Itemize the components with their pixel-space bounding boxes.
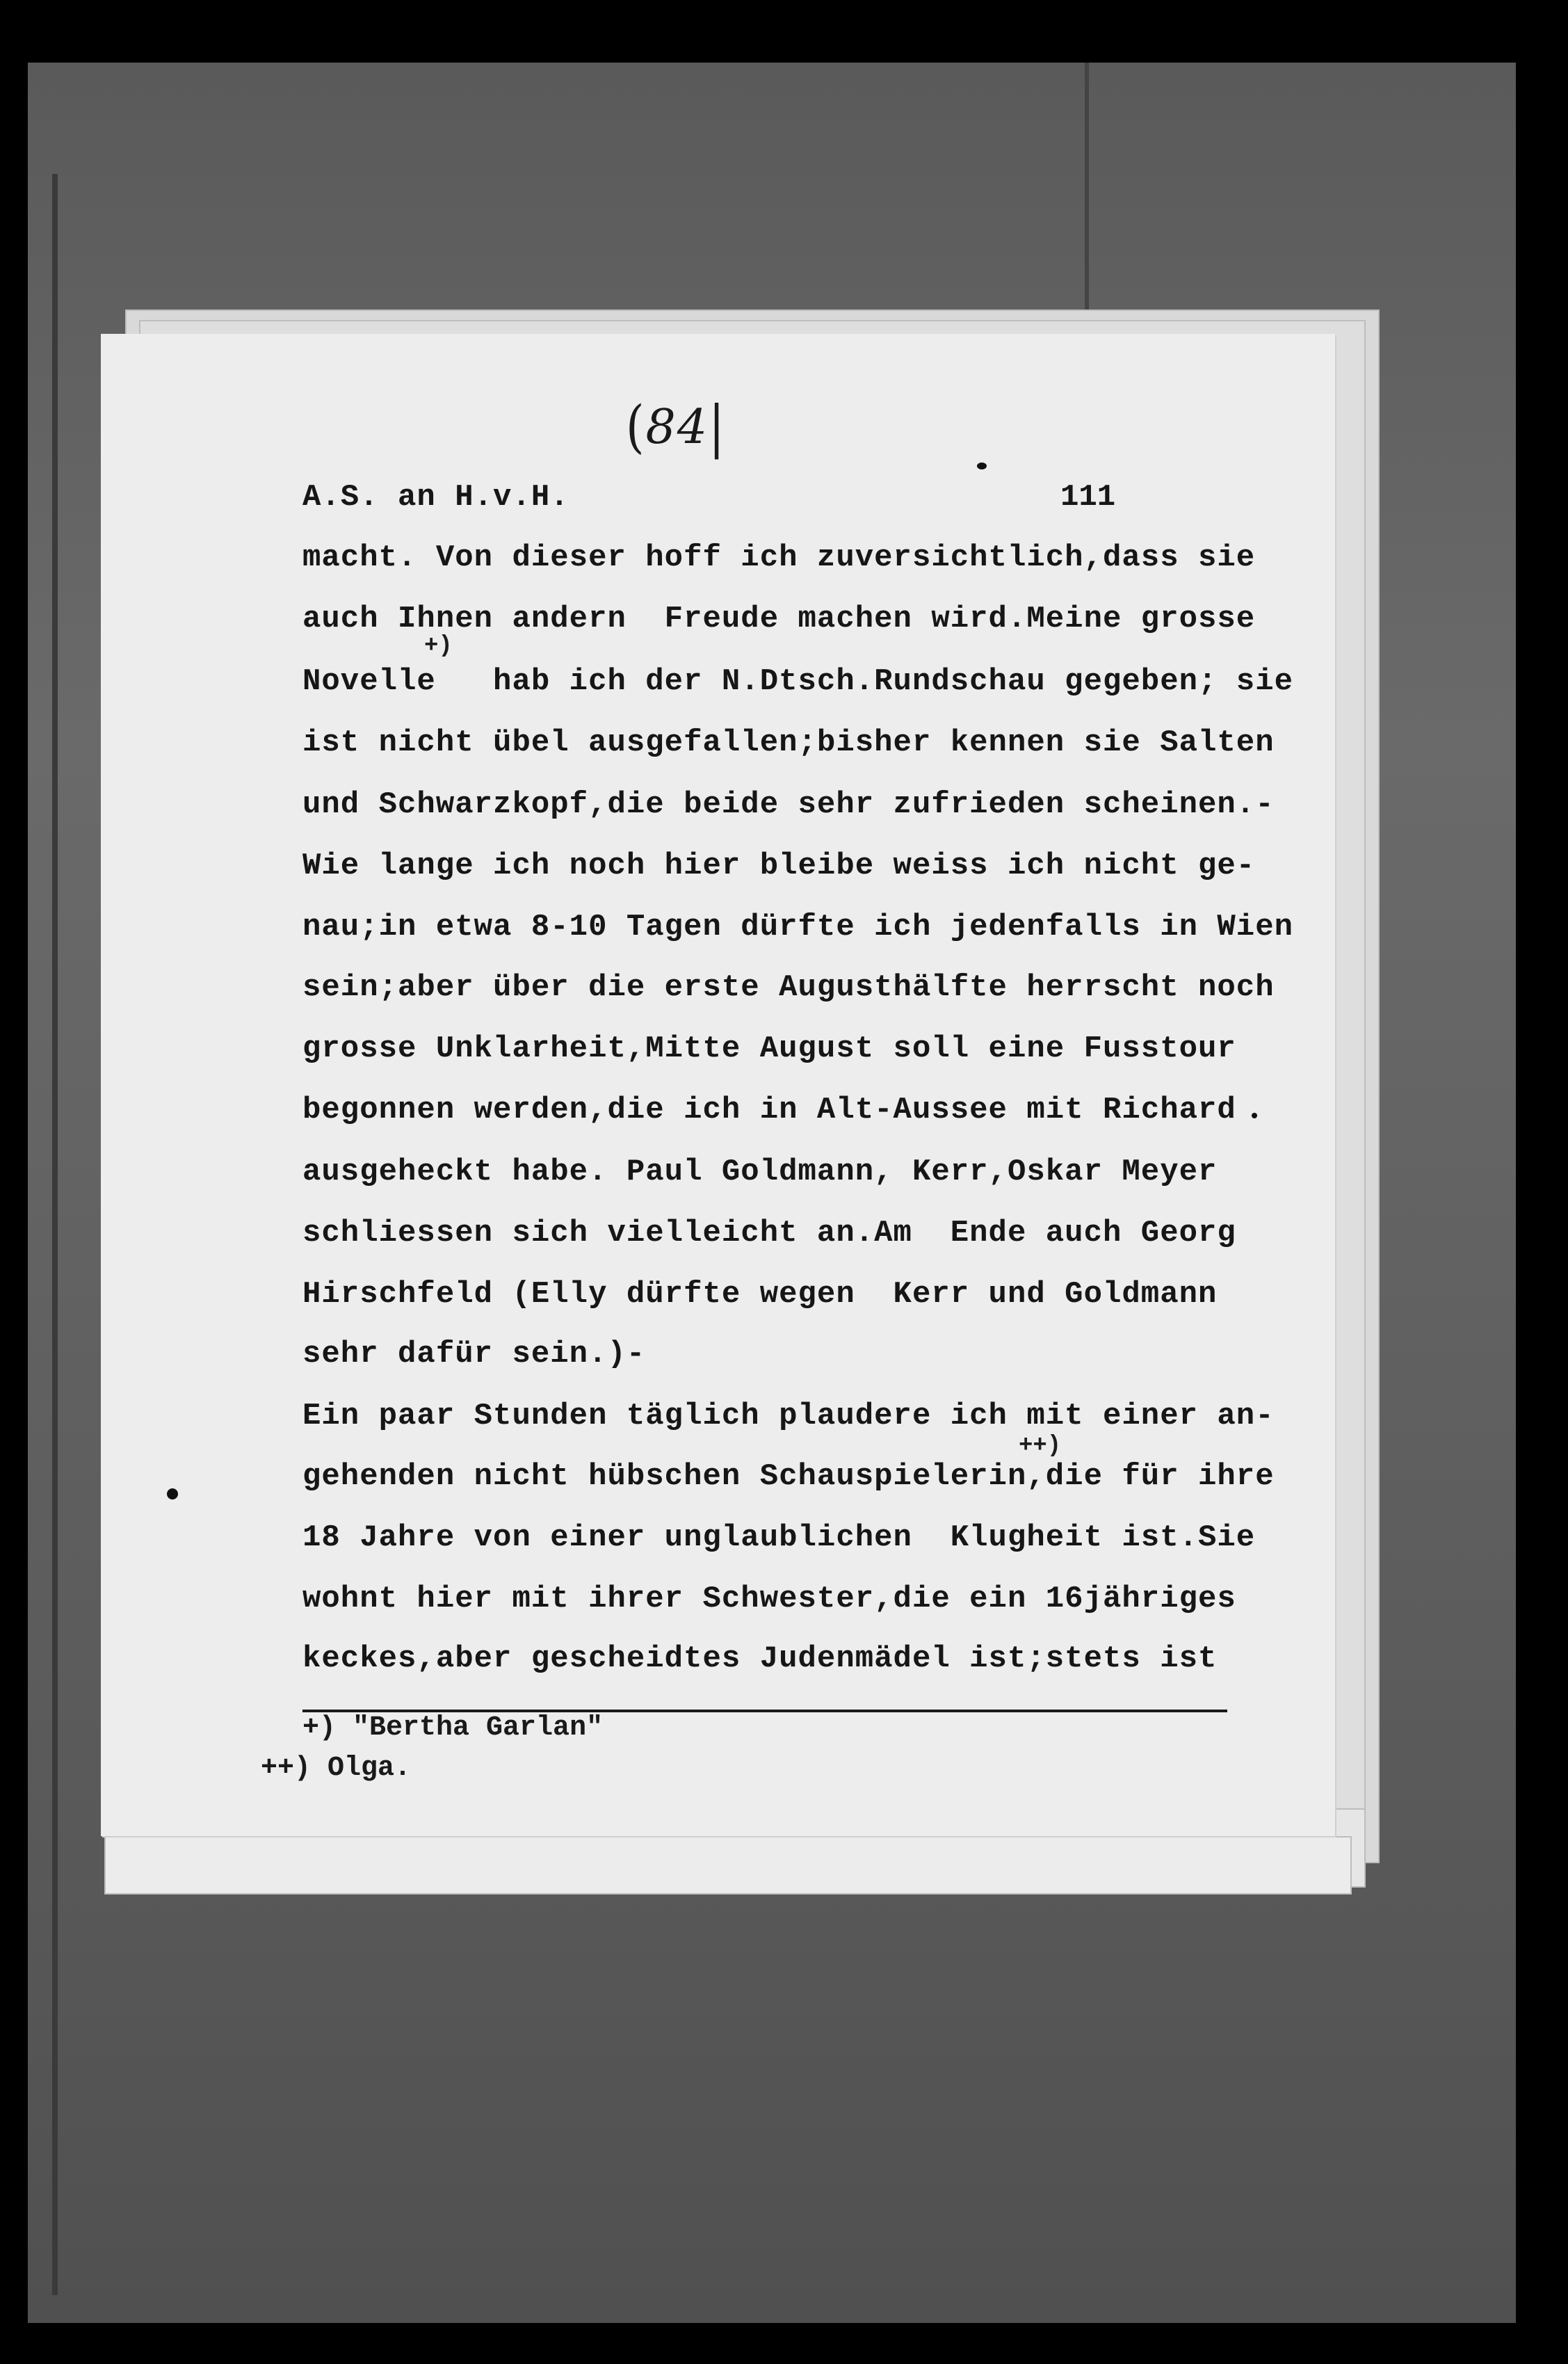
letter-page-number: 111 [1060, 480, 1116, 515]
footnote-mark-novelle: +) [424, 633, 453, 659]
body-line: macht. Von dieser hoff ich zuversichtlich,dass sie [302, 540, 1256, 575]
body-line: begonnen werden,die ich in Alt-Aussee mit Richard [302, 1093, 1236, 1127]
body-line: schliessen sich vielleicht an.Am Ende auch Georg [302, 1216, 1236, 1251]
back-sheet-bottom [104, 1836, 1352, 1895]
footnote-1: +) "Bertha Garlan" [302, 1712, 604, 1744]
archive-number-value: 84 [645, 400, 709, 455]
body-line: wohnt hier mit ihrer Schwester,die ein 16jähriges [302, 1582, 1236, 1616]
body-line: Ein paar Stunden täglich plaudere ich mit einer an- [302, 1399, 1275, 1433]
body-line: grosse Unklarheit,Mitte August soll eine Fusstour [302, 1031, 1236, 1066]
body-line: Wie lange ich noch hier bleibe weiss ich nicht ge- [302, 849, 1256, 883]
body-line: sein;aber über die erste Augusthälfte herrscht noch [302, 970, 1275, 1005]
board-fold-line [52, 174, 58, 2295]
body-line: gehenden nicht hübschen Schauspielerin,die für ihre [302, 1459, 1275, 1494]
body-line: sehr dafür sein.)- [302, 1337, 646, 1372]
body-line: nau;in etwa 8-10 Tagen dürfte ich jedenfalls in Wien [302, 910, 1294, 944]
body-line: ausgeheckt habe. Paul Goldmann, Kerr,Oskar Meyer [302, 1155, 1218, 1189]
ink-speck [1252, 1113, 1257, 1118]
body-line: und Schwarzkopf,die beide sehr zufrieden scheinen.- [302, 787, 1275, 822]
letter-body [302, 0, 1332, 1676]
body-line: 18 Jahre von einer unglaublichen Klugheit ist.Sie [302, 1520, 1256, 1555]
bracket-left: ( [626, 394, 646, 460]
footnote-mark-schauspielerin: ++) [1019, 1433, 1062, 1459]
letter-header-left: A.S. an H.v.H. [302, 480, 569, 515]
footnote-2: ++) Olga. [261, 1753, 412, 1784]
body-line: auch Ihnen andern Freude machen wird.Meine grosse [302, 602, 1256, 636]
ink-speck [167, 1488, 178, 1499]
body-line: Novelle hab ich der N.Dtsch.Rundschau gegeben; sie [302, 664, 1294, 699]
ink-speck [977, 463, 987, 469]
bracket-right: | [709, 394, 726, 460]
body-line: keckes,aber gescheidtes Judenmädel ist;stets ist [302, 1641, 1218, 1676]
body-line: ist nicht übel ausgefallen;bisher kennen sie Salten [302, 725, 1275, 760]
body-line: Hirschfeld (Elly dürfte wegen Kerr und Goldmann [302, 1277, 1218, 1312]
